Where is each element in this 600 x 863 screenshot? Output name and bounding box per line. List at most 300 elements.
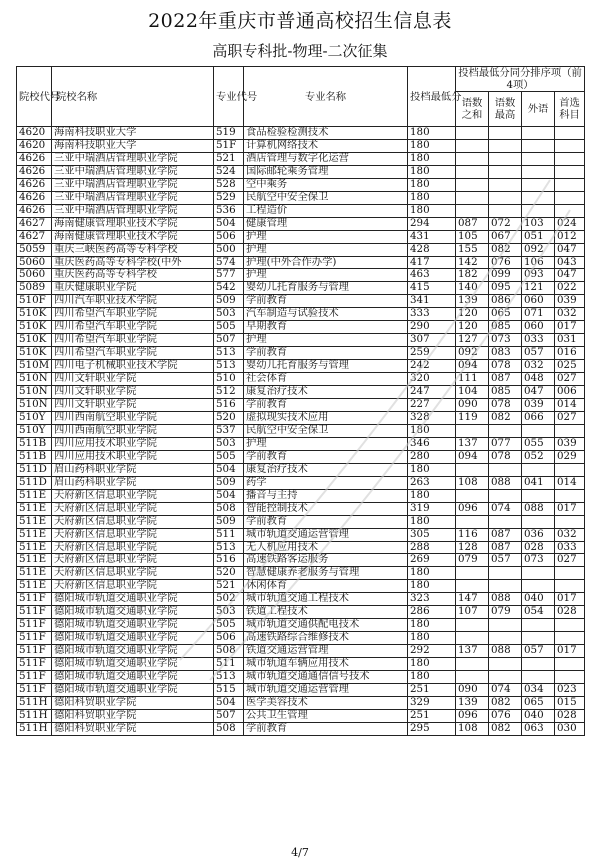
- cell-min-score: 294: [408, 217, 456, 230]
- cell-major-name: 城市轨道车辆应用技术: [244, 658, 408, 671]
- cell-school-name: 天府新区信息职业学院: [52, 554, 214, 567]
- cell-yw-sum: 104: [456, 386, 489, 399]
- cell-major-name: 民航空中安全保卫: [244, 191, 408, 204]
- cell-major-name: 高速铁路客运服务: [244, 554, 408, 567]
- table-row: [17, 127, 585, 140]
- table-row: [17, 152, 585, 165]
- header-school-code: 院校代号: [17, 67, 52, 127]
- cell-first-subject: 029: [555, 450, 585, 463]
- cell-major-code: 500: [214, 243, 244, 256]
- cell-first-subject: 043: [555, 256, 585, 269]
- cell-min-score: 180: [408, 619, 456, 632]
- table-row: [17, 308, 585, 321]
- cell-major-code: 516: [214, 554, 244, 567]
- page-subtitle: 高职专科批-物理-二次征集: [212, 42, 388, 60]
- cell-min-score: 263: [408, 476, 456, 489]
- cell-school-name: 重庆健康职业学院: [52, 282, 214, 295]
- cell-first-subject: 028: [555, 606, 585, 619]
- table-row: [17, 424, 585, 437]
- cell-major-code: 510: [214, 373, 244, 386]
- cell-yw-max: [489, 178, 522, 191]
- cell-school-code: 511F: [17, 683, 52, 696]
- cell-yw-max: 083: [489, 347, 522, 360]
- cell-school-code: 510K: [17, 347, 52, 360]
- table-row: [17, 399, 585, 412]
- table-row: [17, 334, 585, 347]
- cell-major-code: 505: [214, 619, 244, 632]
- table-row: [17, 191, 585, 204]
- cell-min-score: 259: [408, 347, 456, 360]
- cell-yw-max: 073: [489, 334, 522, 347]
- cell-yw-sum: 137: [456, 645, 489, 658]
- table-row: [17, 411, 585, 424]
- cell-yw-sum: 107: [456, 606, 489, 619]
- cell-min-score: 251: [408, 683, 456, 696]
- cell-major-code: 508: [214, 502, 244, 515]
- cell-foreign: 057: [522, 645, 555, 658]
- cell-yw-sum: 094: [456, 360, 489, 373]
- cell-major-name: 学前教育: [244, 722, 408, 735]
- cell-yw-sum: 096: [456, 502, 489, 515]
- cell-school-name: 天府新区信息职业学院: [52, 515, 214, 528]
- cell-foreign: 106: [522, 256, 555, 269]
- cell-school-name: 三亚中瑞酒店管理职业学院: [52, 165, 214, 178]
- cell-min-score: 180: [408, 152, 456, 165]
- cell-major-name: 护理: [244, 334, 408, 347]
- cell-major-code: 537: [214, 424, 244, 437]
- cell-school-name: 海南健康管理职业技术学院: [52, 230, 214, 243]
- admission-table: [16, 66, 585, 736]
- cell-yw-max: [489, 489, 522, 502]
- cell-major-code: 508: [214, 645, 244, 658]
- cell-min-score: 180: [408, 580, 456, 593]
- cell-school-name: 德阳城市轨道交通职业学院: [52, 632, 214, 645]
- header-yw-sum: 语数之和: [456, 92, 489, 127]
- cell-school-code: 5060: [17, 269, 52, 282]
- table-row: [17, 658, 585, 671]
- table-row: [17, 671, 585, 684]
- cell-yw-sum: [456, 671, 489, 684]
- cell-foreign: 033: [522, 334, 555, 347]
- cell-first-subject: 039: [555, 437, 585, 450]
- cell-yw-max: 082: [489, 722, 522, 735]
- table-row: [17, 463, 585, 476]
- cell-yw-sum: 087: [456, 217, 489, 230]
- cell-yw-sum: [456, 178, 489, 191]
- cell-foreign: 054: [522, 606, 555, 619]
- table-row: [17, 528, 585, 541]
- cell-min-score: 180: [408, 658, 456, 671]
- cell-major-code: 505: [214, 450, 244, 463]
- cell-yw-sum: 128: [456, 541, 489, 554]
- cell-first-subject: [555, 580, 585, 593]
- cell-first-subject: [555, 619, 585, 632]
- cell-major-name: 学前教育: [244, 450, 408, 463]
- cell-major-name: 工程造价: [244, 204, 408, 217]
- cell-major-name: 国际邮轮乘务管理: [244, 165, 408, 178]
- cell-major-name: 学前教育: [244, 515, 408, 528]
- cell-major-name: 城市轨道交通运营管理: [244, 683, 408, 696]
- cell-school-name: 重庆三峡医药高等专科学校: [52, 243, 214, 256]
- cell-major-code: 511: [214, 658, 244, 671]
- cell-min-score: 415: [408, 282, 456, 295]
- cell-major-code: 502: [214, 593, 244, 606]
- cell-yw-max: [489, 567, 522, 580]
- cell-yw-max: 087: [489, 528, 522, 541]
- cell-yw-max: [489, 463, 522, 476]
- cell-major-name: 城市轨道交通工程技术: [244, 593, 408, 606]
- cell-school-name: 四川文轩职业学院: [52, 373, 214, 386]
- cell-major-name: 健康管理: [244, 217, 408, 230]
- cell-foreign: [522, 632, 555, 645]
- cell-school-code: 4626: [17, 191, 52, 204]
- cell-yw-max: 076: [489, 709, 522, 722]
- cell-major-name: 智能控制技术: [244, 502, 408, 515]
- cell-min-score: 417: [408, 256, 456, 269]
- cell-first-subject: [555, 127, 585, 140]
- cell-major-code: 504: [214, 217, 244, 230]
- cell-major-name: 智慧健康养老服务与管理: [244, 567, 408, 580]
- cell-yw-max: [489, 424, 522, 437]
- cell-min-score: 180: [408, 489, 456, 502]
- cell-first-subject: [555, 165, 585, 178]
- cell-yw-sum: 139: [456, 696, 489, 709]
- cell-foreign: 060: [522, 321, 555, 334]
- cell-major-code: 51F: [214, 139, 244, 152]
- cell-major-name: 护理: [244, 243, 408, 256]
- cell-school-name: 四川希望汽车职业学院: [52, 347, 214, 360]
- cell-major-name: 无人机应用技术: [244, 541, 408, 554]
- cell-foreign: [522, 580, 555, 593]
- cell-foreign: 041: [522, 476, 555, 489]
- cell-yw-sum: [456, 489, 489, 502]
- cell-school-name: 德阳科贸职业学院: [52, 696, 214, 709]
- cell-foreign: [522, 619, 555, 632]
- cell-school-name: 四川文轩职业学院: [52, 386, 214, 399]
- cell-major-name: 计算机网络技术: [244, 139, 408, 152]
- cell-school-code: 511D: [17, 463, 52, 476]
- cell-school-code: 510F: [17, 295, 52, 308]
- cell-yw-sum: 142: [456, 256, 489, 269]
- cell-school-name: 四川汽车职业技术学院: [52, 295, 214, 308]
- cell-yw-max: 074: [489, 502, 522, 515]
- cell-major-code: 505: [214, 321, 244, 334]
- table-row: [17, 593, 585, 606]
- cell-first-subject: [555, 489, 585, 502]
- cell-major-name: 学前教育: [244, 399, 408, 412]
- cell-major-code: 513: [214, 360, 244, 373]
- cell-foreign: 057: [522, 347, 555, 360]
- cell-yw-max: 082: [489, 243, 522, 256]
- cell-major-name: 学前教育: [244, 347, 408, 360]
- cell-major-code: 521: [214, 580, 244, 593]
- cell-major-code: 513: [214, 347, 244, 360]
- cell-school-code: 511E: [17, 515, 52, 528]
- cell-school-name: 四川应用技术职业学院: [52, 450, 214, 463]
- table-row: [17, 502, 585, 515]
- cell-foreign: [522, 567, 555, 580]
- cell-yw-sum: 182: [456, 269, 489, 282]
- cell-school-code: 5089: [17, 282, 52, 295]
- cell-major-name: 护理: [244, 269, 408, 282]
- cell-yw-max: 087: [489, 541, 522, 554]
- cell-yw-sum: 092: [456, 347, 489, 360]
- cell-major-code: 521: [214, 152, 244, 165]
- cell-min-score: 290: [408, 321, 456, 334]
- header-major-name: 专业名称: [244, 67, 408, 127]
- cell-yw-sum: [456, 463, 489, 476]
- cell-school-name: 德阳城市轨道交通职业学院: [52, 658, 214, 671]
- cell-first-subject: [555, 463, 585, 476]
- cell-school-code: 511B: [17, 450, 52, 463]
- cell-major-name: 休闲体育: [244, 580, 408, 593]
- cell-foreign: 092: [522, 243, 555, 256]
- cell-school-code: 510Y: [17, 411, 52, 424]
- cell-first-subject: [555, 567, 585, 580]
- cell-school-name: 三亚中瑞酒店管理职业学院: [52, 152, 214, 165]
- cell-min-score: 328: [408, 411, 456, 424]
- table-row: [17, 360, 585, 373]
- cell-yw-sum: [456, 632, 489, 645]
- cell-first-subject: 012: [555, 230, 585, 243]
- table-row: [17, 696, 585, 709]
- cell-school-code: 511H: [17, 709, 52, 722]
- cell-first-subject: 017: [555, 321, 585, 334]
- cell-major-name: 婴幼儿托育服务与管理: [244, 360, 408, 373]
- cell-first-subject: [555, 515, 585, 528]
- cell-first-subject: 015: [555, 696, 585, 709]
- cell-school-name: 重庆医药高等专科学校(中外: [52, 256, 214, 269]
- cell-first-subject: [555, 152, 585, 165]
- header-first-subject: 首选科目: [555, 92, 585, 127]
- cell-first-subject: 016: [555, 347, 585, 360]
- cell-school-name: 天府新区信息职业学院: [52, 502, 214, 515]
- cell-first-subject: 032: [555, 308, 585, 321]
- cell-school-name: 德阳科贸职业学院: [52, 722, 214, 735]
- cell-major-code: 536: [214, 204, 244, 217]
- cell-major-code: 503: [214, 437, 244, 450]
- cell-min-score: 180: [408, 515, 456, 528]
- cell-school-code: 510K: [17, 308, 52, 321]
- cell-first-subject: 024: [555, 217, 585, 230]
- cell-yw-sum: 120: [456, 308, 489, 321]
- cell-major-name: 食品检验检测技术: [244, 127, 408, 140]
- cell-school-name: 德阳城市轨道交通职业学院: [52, 671, 214, 684]
- cell-foreign: [522, 152, 555, 165]
- cell-school-code: 511E: [17, 502, 52, 515]
- cell-school-code: 510N: [17, 386, 52, 399]
- cell-yw-sum: 090: [456, 683, 489, 696]
- cell-major-code: 577: [214, 269, 244, 282]
- cell-school-name: 四川应用技术职业学院: [52, 437, 214, 450]
- cell-first-subject: [555, 139, 585, 152]
- header-tie-group: 投档最低分同分排序项（前4项）: [456, 67, 585, 92]
- table-row: [17, 295, 585, 308]
- cell-min-score: 295: [408, 722, 456, 735]
- cell-major-name: 婴幼儿托育服务与管理: [244, 282, 408, 295]
- table-row: [17, 204, 585, 217]
- cell-school-name: 德阳城市轨道交通职业学院: [52, 645, 214, 658]
- cell-major-name: 铁道工程技术: [244, 606, 408, 619]
- cell-major-code: 513: [214, 541, 244, 554]
- cell-foreign: 040: [522, 593, 555, 606]
- cell-first-subject: 047: [555, 269, 585, 282]
- cell-yw-max: 086: [489, 295, 522, 308]
- cell-yw-max: 088: [489, 593, 522, 606]
- cell-yw-sum: 127: [456, 334, 489, 347]
- cell-yw-max: 077: [489, 437, 522, 450]
- cell-major-name: 高速铁路综合维修技术: [244, 632, 408, 645]
- cell-min-score: 180: [408, 424, 456, 437]
- table-row: [17, 722, 585, 735]
- cell-foreign: 063: [522, 722, 555, 735]
- cell-min-score: 180: [408, 127, 456, 140]
- cell-yw-sum: 116: [456, 528, 489, 541]
- cell-min-score: 251: [408, 709, 456, 722]
- cell-major-code: 513: [214, 671, 244, 684]
- table-row: [17, 476, 585, 489]
- cell-school-code: 511E: [17, 489, 52, 502]
- table-row: [17, 683, 585, 696]
- cell-yw-sum: [456, 204, 489, 217]
- header-yw-max: 语数最高: [489, 92, 522, 127]
- cell-school-code: 510N: [17, 399, 52, 412]
- cell-foreign: [522, 424, 555, 437]
- cell-yw-max: 082: [489, 411, 522, 424]
- cell-min-score: 180: [408, 165, 456, 178]
- cell-foreign: 093: [522, 269, 555, 282]
- cell-min-score: 323: [408, 593, 456, 606]
- cell-school-code: 511F: [17, 632, 52, 645]
- cell-foreign: [522, 127, 555, 140]
- cell-yw-sum: 079: [456, 554, 489, 567]
- cell-first-subject: 028: [555, 709, 585, 722]
- cell-min-score: 247: [408, 386, 456, 399]
- cell-school-name: 德阳城市轨道交通职业学院: [52, 593, 214, 606]
- cell-school-code: 511F: [17, 606, 52, 619]
- cell-major-code: 507: [214, 709, 244, 722]
- cell-foreign: 036: [522, 528, 555, 541]
- cell-major-code: 509: [214, 295, 244, 308]
- cell-school-code: 511F: [17, 593, 52, 606]
- cell-first-subject: 032: [555, 528, 585, 541]
- cell-major-name: 药学: [244, 476, 408, 489]
- cell-min-score: 292: [408, 645, 456, 658]
- cell-school-name: 眉山药科职业学院: [52, 463, 214, 476]
- cell-major-name: 城市轨道交通运营管理: [244, 528, 408, 541]
- cell-yw-sum: 108: [456, 476, 489, 489]
- cell-school-name: 重庆医药高等专科学校: [52, 269, 214, 282]
- cell-yw-max: [489, 515, 522, 528]
- cell-school-code: 510K: [17, 321, 52, 334]
- cell-major-name: 民航空中安全保卫: [244, 424, 408, 437]
- cell-yw-sum: 108: [456, 722, 489, 735]
- cell-major-code: 504: [214, 463, 244, 476]
- cell-major-code: 503: [214, 308, 244, 321]
- cell-min-score: 180: [408, 178, 456, 191]
- cell-major-name: 播音与主持: [244, 489, 408, 502]
- cell-foreign: [522, 178, 555, 191]
- cell-major-name: 城市轨道交通通信信号技术: [244, 671, 408, 684]
- cell-first-subject: 027: [555, 554, 585, 567]
- cell-major-name: 护理(中外合作办学): [244, 256, 408, 269]
- cell-major-name: 康复治疗技术: [244, 386, 408, 399]
- cell-major-code: 506: [214, 230, 244, 243]
- cell-yw-sum: 096: [456, 709, 489, 722]
- cell-yw-sum: [456, 127, 489, 140]
- cell-yw-sum: 090: [456, 399, 489, 412]
- cell-major-code: 507: [214, 334, 244, 347]
- cell-first-subject: 027: [555, 411, 585, 424]
- cell-yw-max: [489, 165, 522, 178]
- cell-major-name: 城市轨道交通供配电技术: [244, 619, 408, 632]
- cell-yw-sum: 139: [456, 295, 489, 308]
- cell-foreign: 028: [522, 541, 555, 554]
- table-row: [17, 386, 585, 399]
- header-min-score: 投档最低分: [408, 67, 456, 127]
- cell-foreign: [522, 165, 555, 178]
- cell-school-code: 511E: [17, 567, 52, 580]
- cell-yw-sum: 120: [456, 321, 489, 334]
- page-title: 2022年重庆市普通高校招生信息表: [148, 10, 452, 32]
- cell-yw-sum: [456, 658, 489, 671]
- cell-yw-sum: 137: [456, 437, 489, 450]
- table-row: [17, 632, 585, 645]
- cell-yw-max: 065: [489, 308, 522, 321]
- cell-school-name: 天府新区信息职业学院: [52, 528, 214, 541]
- cell-major-code: 520: [214, 567, 244, 580]
- cell-yw-sum: [456, 567, 489, 580]
- cell-foreign: 060: [522, 295, 555, 308]
- table-row: [17, 567, 585, 580]
- cell-first-subject: [555, 658, 585, 671]
- cell-first-subject: 047: [555, 243, 585, 256]
- cell-school-code: 4626: [17, 178, 52, 191]
- cell-first-subject: 014: [555, 476, 585, 489]
- cell-school-code: 511F: [17, 671, 52, 684]
- cell-first-subject: 006: [555, 386, 585, 399]
- cell-first-subject: [555, 671, 585, 684]
- cell-yw-max: 087: [489, 373, 522, 386]
- cell-min-score: 227: [408, 399, 456, 412]
- cell-foreign: [522, 204, 555, 217]
- cell-yw-sum: 111: [456, 373, 489, 386]
- cell-min-score: 341: [408, 295, 456, 308]
- cell-school-code: 5059: [17, 243, 52, 256]
- cell-yw-max: 085: [489, 386, 522, 399]
- cell-major-code: 509: [214, 515, 244, 528]
- cell-yw-max: 072: [489, 217, 522, 230]
- cell-major-code: 511: [214, 528, 244, 541]
- cell-major-code: 574: [214, 256, 244, 269]
- cell-yw-max: 095: [489, 282, 522, 295]
- cell-major-code: 520: [214, 411, 244, 424]
- cell-school-code: 511B: [17, 437, 52, 450]
- cell-yw-max: 099: [489, 269, 522, 282]
- cell-foreign: 048: [522, 373, 555, 386]
- cell-first-subject: 027: [555, 373, 585, 386]
- cell-school-name: 海南科技职业大学: [52, 139, 214, 152]
- cell-yw-max: 074: [489, 683, 522, 696]
- cell-min-score: 242: [408, 360, 456, 373]
- cell-yw-max: [489, 191, 522, 204]
- cell-yw-max: [489, 619, 522, 632]
- cell-school-name: 四川西南航空职业学院: [52, 411, 214, 424]
- cell-yw-max: 082: [489, 696, 522, 709]
- cell-school-name: 天府新区信息职业学院: [52, 541, 214, 554]
- table-row: [17, 489, 585, 502]
- cell-major-code: 528: [214, 178, 244, 191]
